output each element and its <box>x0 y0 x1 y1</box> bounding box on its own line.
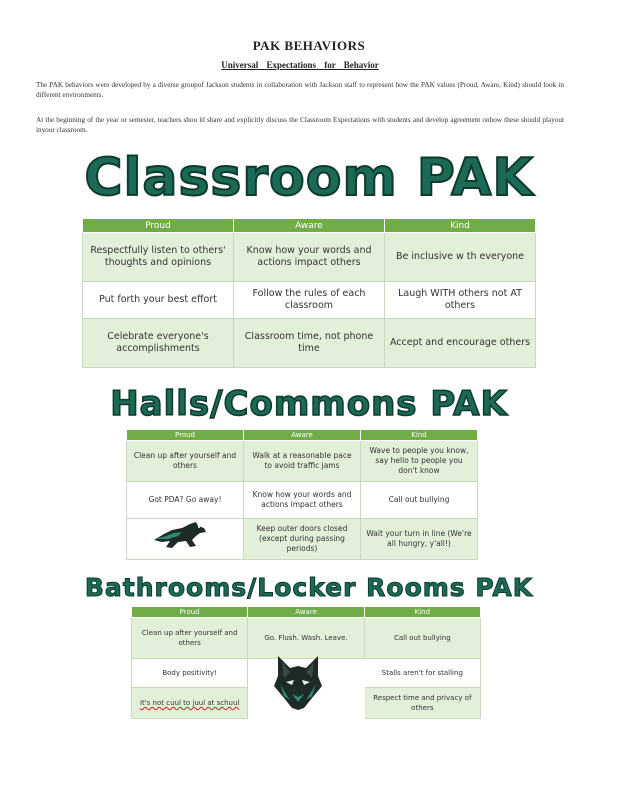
column-header: Proud <box>83 219 234 233</box>
table-cell: Respectfully listen to others' thoughts and opinions <box>83 233 234 282</box>
instructions-paragraph: At the beginning of the year or semester, teachers shou ld share and explicitly discuss the Classroom Expectations with students and develop agreement onhow these should playout inyour classroom. <box>36 116 564 134</box>
table-cell: Wave to people you know, say hello to people you don't know <box>361 441 478 482</box>
table-cell: Wait your turn in line (We're all hungry, y'all!) <box>361 519 478 560</box>
table-cell: Celebrate everyone's accomplishments <box>83 319 234 368</box>
table-header-row <box>83 219 536 233</box>
column-header: Aware <box>244 430 361 441</box>
wolf-head-icon <box>272 654 324 710</box>
table-cell: Call out bullying <box>361 482 478 519</box>
table-cell: Clean up after yourself and others <box>132 618 248 659</box>
table-header-row <box>132 607 481 618</box>
table-cell: It's not cuul to juul at schuul <box>132 688 248 719</box>
classroom-table <box>82 218 536 368</box>
halls-heading: Halls/Commons PAK <box>110 384 508 424</box>
table-cell: Keep outer doors closed (except during passing periods) <box>244 519 361 560</box>
classroom-heading: Classroom PAK <box>84 148 534 208</box>
bathrooms-heading: Bathrooms/Locker Rooms PAK <box>84 573 534 602</box>
intro-paragraph: The PAK behaviors were developed by a diverse groupof Jackson students in collaboration with Jackson staff to represent how the PAK values (Proud, Aware, Kind) should look in different environments. <box>36 81 564 99</box>
table-row <box>127 482 478 519</box>
table-cell: Accept and encourage others <box>385 319 536 368</box>
column-header: Aware <box>248 607 364 618</box>
table-cell: Clean up after yourself and others <box>127 441 244 482</box>
table-header-row <box>127 430 478 441</box>
table-cell: Classroom time, not phone time <box>234 319 385 368</box>
table-cell: Stalls aren't for stalling <box>364 659 480 688</box>
column-header: Proud <box>132 607 248 618</box>
table-cell: Got PDA? Go away! <box>127 482 244 519</box>
column-header: Kind <box>364 607 480 618</box>
column-header: Aware <box>234 219 385 233</box>
table-cell: Call out bullying <box>364 618 480 659</box>
table-cell: Body positivity! <box>132 659 248 688</box>
running-wolf-icon <box>152 520 208 550</box>
table-row <box>83 319 536 368</box>
table-row <box>127 441 478 482</box>
table-row <box>83 233 536 282</box>
column-header: Kind <box>385 219 536 233</box>
document-subtitle: Universal Expectations for Behavior <box>221 60 379 70</box>
table-cell: Put forth your best effort <box>83 282 234 319</box>
table-cell: Know how your words and actions impact others <box>234 233 385 282</box>
table-cell: Follow the rules of each classroom <box>234 282 385 319</box>
document-title: PAK BEHAVIORS <box>252 38 366 53</box>
table-cell: Be inclusive w th everyone <box>385 233 536 282</box>
table-cell: Walk at a reasonable pace to avoid traffic jams <box>244 441 361 482</box>
table-cell: Respect time and privacy of others <box>364 688 480 719</box>
table-cell: Laugh WITH others not AT others <box>385 282 536 319</box>
table-row <box>83 282 536 319</box>
column-header: Proud <box>127 430 244 441</box>
table-cell: Go. Flush. Wash. Leave. <box>248 618 364 659</box>
column-header: Kind <box>361 430 478 441</box>
table-cell: Know how your words and actions impact others <box>244 482 361 519</box>
table-row <box>132 618 481 659</box>
